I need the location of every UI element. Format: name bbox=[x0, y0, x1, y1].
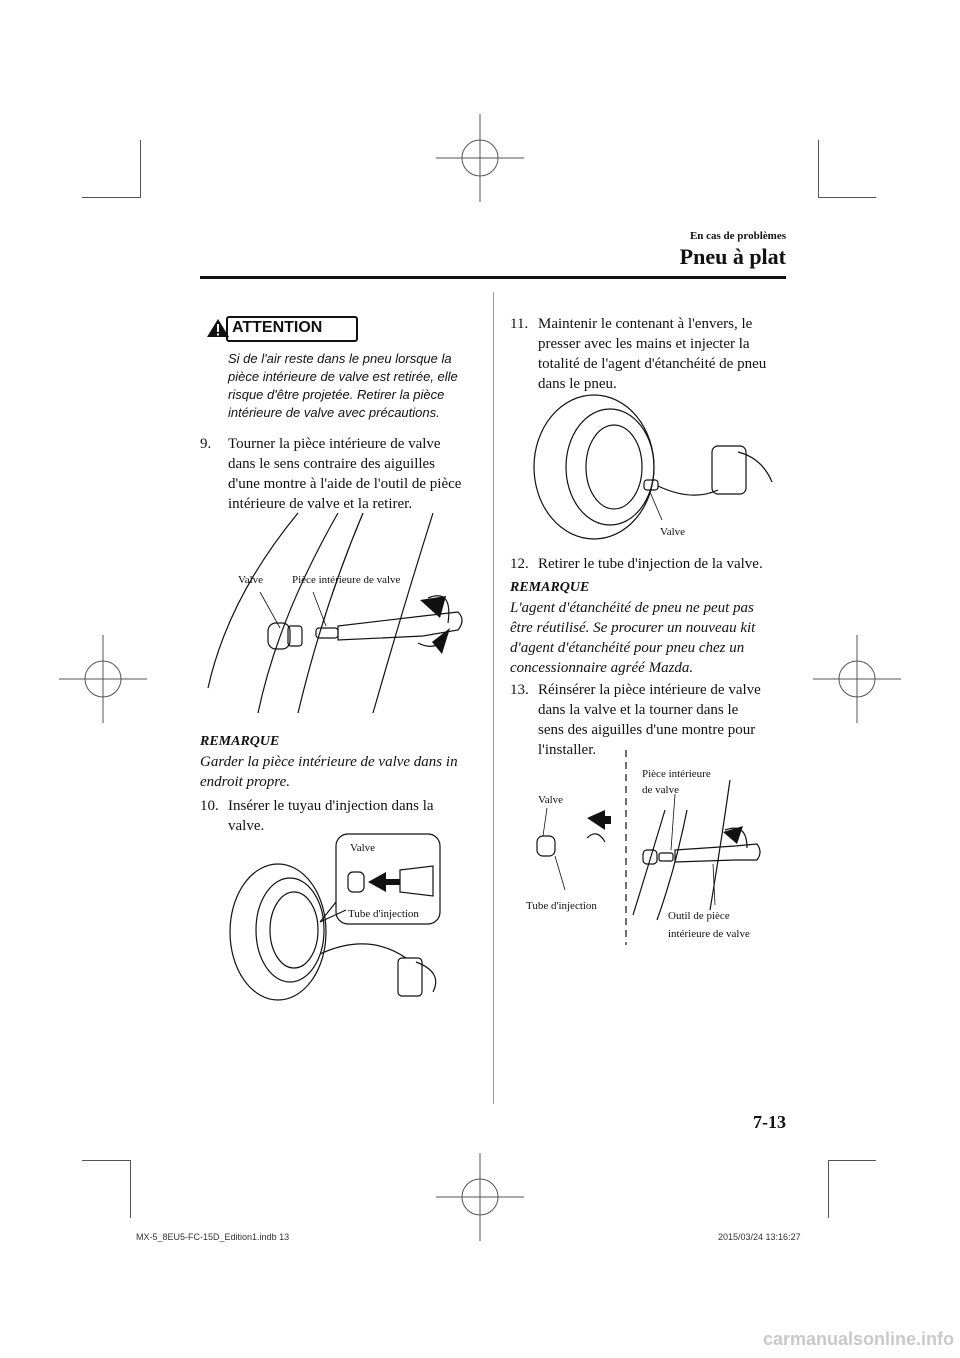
figure3-label-valve: Valve bbox=[660, 526, 686, 538]
figure4-label-tool-2: intérieure de valve bbox=[668, 928, 750, 940]
section-title: En cas de problèmes bbox=[689, 230, 786, 242]
figure4-label-core-1: Pièce intérieure bbox=[642, 768, 711, 780]
watermark: carmanualsonline.info bbox=[762, 1329, 954, 1349]
warning-text: Si de l'air reste dans le pneu lorsque la pièce intérieure de valve est retirée, elle risque d'être projetée. Retirer la pièce intérieure de valve avec précautions. bbox=[228, 351, 458, 420]
page-title: Pneu à plat bbox=[679, 244, 786, 269]
figure4-label-tool-1: Outil de pièce bbox=[668, 910, 730, 922]
page-number: 7-13 bbox=[753, 1112, 786, 1132]
figure2-label-tube: Tube d'injection bbox=[348, 908, 419, 920]
footer-date: 2015/03/24 13:16:27 bbox=[718, 1232, 801, 1242]
figure4-label-valve: Valve bbox=[538, 794, 564, 806]
warning-triangle-icon bbox=[206, 318, 230, 338]
figure-inject-sealant bbox=[532, 392, 772, 542]
figure1-label-core: Pièce intérieure de valve bbox=[292, 574, 401, 586]
footer-file: MX-5_8EU5-FC-15D_Edition1.indb 13 bbox=[136, 1232, 290, 1242]
note-text-2: L'agent d'étanchéité de pneu ne peut pas être réutilisé. Se procurer un nouveau kit d'agent d'étanchéité pour pneu chez un concessionnaire agréé Mazda. bbox=[510, 600, 756, 676]
figure-valve-core-removal bbox=[208, 508, 478, 718]
note-text-1: Garder la pièce intérieure de valve dans in endroit propre. bbox=[200, 754, 458, 790]
column-separator bbox=[493, 292, 494, 1104]
figure1-label-valve: Valve bbox=[238, 574, 264, 586]
header-rule bbox=[200, 276, 786, 279]
note-heading-1: REMARQUE bbox=[200, 734, 280, 749]
warning-label: ATTENTION bbox=[232, 319, 323, 336]
figure-reinsert-valve-core bbox=[525, 750, 785, 950]
figure4-label-core-2: de valve bbox=[642, 784, 679, 796]
figure4-label-tube: Tube d'injection bbox=[526, 900, 597, 912]
figure2-label-valve: Valve bbox=[350, 842, 376, 854]
note-heading-2: REMARQUE bbox=[510, 580, 590, 595]
